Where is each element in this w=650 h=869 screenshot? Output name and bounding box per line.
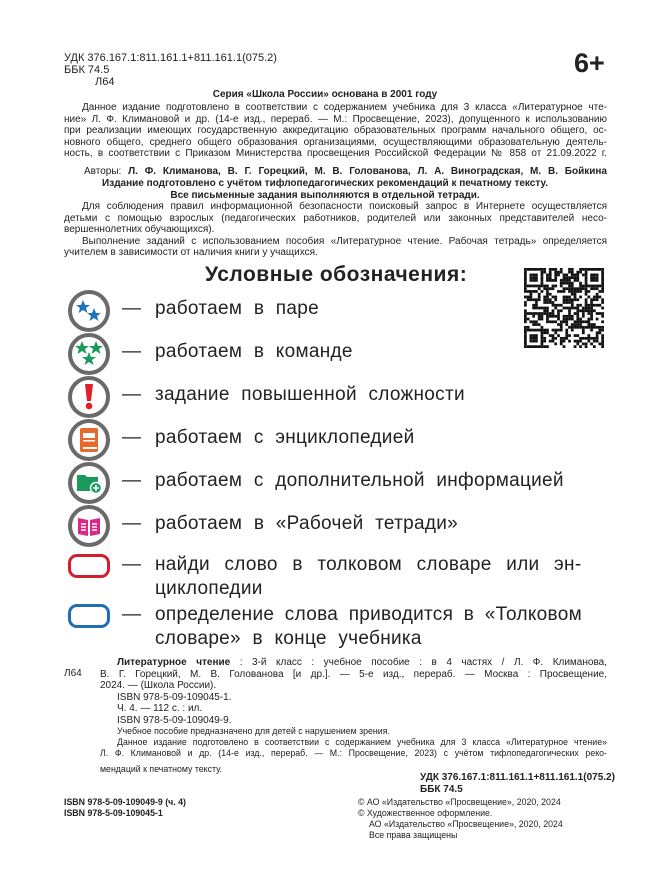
qr-module xyxy=(593,268,596,271)
biblio-code: Л64 xyxy=(64,668,82,679)
qr-module xyxy=(554,271,557,274)
legend-text: работаем в команде xyxy=(155,341,353,362)
qr-module xyxy=(530,279,533,282)
qr-module xyxy=(590,285,593,288)
qr-module xyxy=(585,274,588,277)
qr-module xyxy=(596,279,599,282)
notice-notebook: Все письменные задания выполняются в отдельной тетради. xyxy=(170,189,480,201)
qr-module xyxy=(541,271,544,274)
qr-module xyxy=(535,285,538,288)
qr-module xyxy=(576,279,579,282)
qr-module xyxy=(579,271,582,274)
qr-module xyxy=(601,274,604,277)
dash: — xyxy=(122,513,141,534)
qr-module xyxy=(549,276,552,279)
qr-module xyxy=(568,271,571,274)
qr-module xyxy=(543,285,546,288)
legend-text: работаем с энциклопедией xyxy=(155,427,415,448)
qr-module xyxy=(530,268,533,271)
rights-line: Все права защищены xyxy=(369,830,458,840)
qr-module xyxy=(530,274,533,277)
qr-module xyxy=(524,285,527,288)
qr-module xyxy=(571,268,574,271)
note-line: Данное издание подготовлено в соответствии с содержанием учебника для 3 класса «Литературное чтение» xyxy=(117,737,607,747)
note-line: Л. Ф. Климановой и др. (14-е изд., перераб. — М.: Просвещение, 2023) с учётом тифлопедагогических реко- xyxy=(100,748,607,758)
qr-module xyxy=(596,276,599,279)
text-line: Для соблюдения правил информационной безопасности поисковый запрос в Интернете осуществляется xyxy=(82,201,607,212)
qr-module xyxy=(582,274,585,277)
qr-module xyxy=(549,271,552,274)
biblio-udk: УДК 376.167.1:811.161.1+811.161.1(075.2) xyxy=(420,772,615,783)
qr-module xyxy=(563,276,566,279)
qr-module xyxy=(571,282,574,285)
qr-module xyxy=(582,285,585,288)
legend-text: работаем с дополнительной информацией xyxy=(155,470,564,491)
text-line: новного общего, среднего общего образования организациями, осуществляющими образовательную деятель- xyxy=(64,136,607,148)
qr-module xyxy=(601,271,604,274)
qr-module xyxy=(587,285,590,288)
qr-module xyxy=(557,271,560,274)
legend-item-workbook xyxy=(64,505,624,549)
notice-tiflo: Издание подготовлено с учётом тифлопедагогических рекомендаций к печатному тексту. xyxy=(102,178,548,189)
qr-module xyxy=(571,274,574,277)
text-line: ние» Л. Ф. Климановой и др. (14-е изд., перераб. — М.: Просвещение, 2023), допущенного к использованию xyxy=(64,113,607,125)
copyright-line: © Художественное оформление. xyxy=(358,808,493,818)
qr-module xyxy=(538,268,541,271)
biblio-line: 2024. — (Школа России). xyxy=(100,680,217,691)
qr-module xyxy=(552,279,555,282)
authors-names: Л. Ф. Климанова, В. Г. Горецкий, М. В. Голованова, Л. А. Виноградская, М. В. Бойкина xyxy=(128,166,607,177)
team-stars-icon xyxy=(68,333,110,375)
qr-module xyxy=(560,268,563,271)
qr-module xyxy=(596,274,599,277)
intro-paragraph xyxy=(64,102,607,160)
qr-module xyxy=(565,274,568,277)
legend-title: Условные обозначения: xyxy=(205,263,468,286)
qr-module xyxy=(571,285,574,288)
exclamation-icon xyxy=(68,376,110,418)
authors-line xyxy=(84,166,607,178)
legend-item-dictionary-definition xyxy=(64,604,624,652)
dash: — xyxy=(122,341,141,362)
dash: — xyxy=(122,427,141,448)
qr-module xyxy=(565,282,568,285)
legend-text: определение слова приводится в «Толковом xyxy=(155,604,582,625)
qr-module xyxy=(543,271,546,274)
qr-module xyxy=(585,276,588,279)
text-line: ность, в соответствии с Приказом Министерства просвещения Российской Федерации № 858 от 21.09.2022 г. xyxy=(64,148,607,159)
note-line: мендаций к печатному тексту. xyxy=(100,764,223,774)
qr-module xyxy=(532,285,535,288)
qr-module xyxy=(579,282,582,285)
qr-module xyxy=(563,274,566,277)
qr-module xyxy=(546,276,549,279)
qr-module xyxy=(527,285,530,288)
qr-module xyxy=(590,268,593,271)
qr-module xyxy=(560,279,563,282)
qr-module xyxy=(541,268,544,271)
qr-module xyxy=(582,268,585,271)
encyclopedia-icon xyxy=(68,419,110,461)
workbook-icon xyxy=(68,505,110,547)
authors-label: Авторы: xyxy=(84,166,122,177)
qr-module xyxy=(598,268,601,271)
qr-module xyxy=(601,285,604,288)
qr-module xyxy=(596,285,599,288)
qr-module xyxy=(585,268,588,271)
qr-module xyxy=(568,268,571,271)
dash: — xyxy=(122,298,141,319)
isbn-line: ISBN 978-5-09-109045-1. xyxy=(117,691,232,703)
qr-module xyxy=(593,279,596,282)
qr-module xyxy=(601,276,604,279)
qr-module xyxy=(524,271,527,274)
qr-module xyxy=(563,282,566,285)
text-line: учителем в зависимости от наличия книги у учащихся. xyxy=(64,247,318,258)
qr-module xyxy=(549,279,552,282)
qr-module xyxy=(568,285,571,288)
dash: — xyxy=(122,604,141,625)
qr-module xyxy=(546,274,549,277)
qr-module xyxy=(568,279,571,282)
qr-module xyxy=(560,271,563,274)
note-line: Учебное пособие предназначено для детей с нарушением зрения. xyxy=(117,726,390,736)
qr-module xyxy=(590,274,593,277)
legend-item-pair xyxy=(64,290,624,334)
qr-module xyxy=(532,279,535,282)
legend-text-continued: словаре» в конце учебника xyxy=(155,628,422,649)
text-line: Данное издание подготовлено в соответствии с содержанием учебника для 3 класса «Литературное чте- xyxy=(82,102,607,113)
qr-module xyxy=(560,285,563,288)
folder-plus-icon xyxy=(68,462,110,504)
qr-module xyxy=(587,268,590,271)
author-mark: Л64 xyxy=(95,76,115,88)
copyright-line: АО «Издательство «Просвещение», 2020, 2024 xyxy=(369,819,563,829)
qr-module xyxy=(541,285,544,288)
pair-stars-icon xyxy=(68,290,110,332)
biblio-line: В. Г. Горецкий, М. В. Голованова [и др.]. — 5-е изд., перераб. — Москва : Просвещение, xyxy=(100,668,607,680)
legend-item-extra-info xyxy=(64,462,624,506)
qr-module xyxy=(524,279,527,282)
text-line: Выполнение заданий с использованием пособия «Литературное чтение. Рабочая тетрадь» определяется xyxy=(82,235,607,247)
qr-module xyxy=(524,274,527,277)
qr-module xyxy=(549,274,552,277)
qr-module xyxy=(535,268,538,271)
legend-item-dictionary-search xyxy=(64,554,624,602)
qr-module xyxy=(590,279,593,282)
qr-module xyxy=(527,268,530,271)
udk-code: УДК 376.167.1:811.161.1+811.161.1(075.2) xyxy=(64,52,277,64)
qr-module xyxy=(552,268,555,271)
qr-module xyxy=(593,276,596,279)
qr-module xyxy=(568,282,571,285)
series-title: Серия «Школа России» основана в 2001 году xyxy=(212,89,438,100)
qr-module xyxy=(579,285,582,288)
red-frame-icon xyxy=(68,554,110,578)
text-line: детьми с помощью взрослых (педагогических работников, родителей или законных представителей несо- xyxy=(64,212,607,224)
qr-module xyxy=(541,279,544,282)
legend-item-encyclopedia xyxy=(64,419,624,463)
qr-module xyxy=(557,274,560,277)
qr-module xyxy=(585,279,588,282)
qr-module xyxy=(571,271,574,274)
dash: — xyxy=(122,470,141,491)
qr-module xyxy=(571,276,574,279)
text-line: при реализации имеющих государственную аккредитацию образовательных программ начального общего, ос- xyxy=(64,125,607,136)
qr-module xyxy=(530,285,533,288)
qr-module xyxy=(585,282,588,285)
qr-module xyxy=(535,276,538,279)
qr-module xyxy=(546,285,549,288)
part-line: Ч. 4. — 112 с. : ил. xyxy=(117,703,203,714)
qr-module xyxy=(538,285,541,288)
qr-module xyxy=(574,279,577,282)
biblio-bbk: ББК 74.5 xyxy=(420,783,463,795)
legend-text-continued: циклопедии xyxy=(155,578,263,599)
legend-text: работаем в паре xyxy=(155,298,319,319)
qr-module xyxy=(524,276,527,279)
qr-module xyxy=(601,279,604,282)
qr-module xyxy=(574,276,577,279)
legend-text: найди слово в толковом словаре или эн- xyxy=(155,554,582,575)
bbk-code: ББК 74.5 xyxy=(64,64,110,76)
qr-module xyxy=(541,282,544,285)
legend-text: задание повышенной сложности xyxy=(155,384,465,405)
qr-module xyxy=(532,276,535,279)
qr-module xyxy=(532,268,535,271)
qr-module xyxy=(590,276,593,279)
qr-module xyxy=(524,282,527,285)
qr-module xyxy=(576,274,579,277)
qr-module xyxy=(568,276,571,279)
qr-module xyxy=(554,279,557,282)
qr-module xyxy=(593,285,596,288)
qr-module xyxy=(532,274,535,277)
qr-module xyxy=(524,268,527,271)
age-rating: 6+ xyxy=(574,48,605,78)
qr-module xyxy=(576,271,579,274)
qr-module xyxy=(593,274,596,277)
dash: — xyxy=(122,554,141,575)
legend-item-team xyxy=(64,333,624,377)
qr-module xyxy=(541,274,544,277)
qr-module xyxy=(560,282,563,285)
qr-module xyxy=(554,268,557,271)
biblio-record xyxy=(100,657,607,777)
qr-module xyxy=(565,276,568,279)
qr-module xyxy=(563,279,566,282)
qr-module xyxy=(541,276,544,279)
qr-module xyxy=(546,279,549,282)
qr-module xyxy=(598,285,601,288)
copyright-line: © АО «Издательство «Просвещение», 2020, 2024 xyxy=(358,797,561,807)
qr-module xyxy=(601,268,604,271)
qr-module xyxy=(565,279,568,282)
qr-module xyxy=(579,268,582,271)
qr-module xyxy=(549,268,552,271)
qr-module xyxy=(576,276,579,279)
safety-paragraph xyxy=(64,201,607,259)
text-line: вершеннолетних обучающихся). xyxy=(64,224,215,235)
qr-module xyxy=(585,285,588,288)
qr-module xyxy=(596,268,599,271)
legend-item-difficult xyxy=(64,376,624,420)
isbn-part: ISBN 978-5-09-109049-9 (ч. 4) xyxy=(64,797,186,807)
qr-module xyxy=(530,276,533,279)
isbn-set: ISBN 978-5-09-109045-1 xyxy=(64,808,163,818)
qr-module xyxy=(554,285,557,288)
blue-frame-icon xyxy=(68,604,110,628)
qr-module xyxy=(554,274,557,277)
book-title: Литературное чтение xyxy=(117,657,231,668)
qr-module xyxy=(535,279,538,282)
copyright-block xyxy=(358,797,563,841)
qr-module xyxy=(601,282,604,285)
qr-module xyxy=(535,274,538,277)
qr-module xyxy=(554,276,557,279)
biblio-text: : 3-й класс : учебное пособие : в 4 частях / Л. Ф. Климанова, xyxy=(230,657,607,668)
qr-module xyxy=(543,268,546,271)
biblio-line xyxy=(100,657,607,669)
qr-module xyxy=(585,271,588,274)
qr-module xyxy=(574,274,577,277)
dash: — xyxy=(122,384,141,405)
qr-module xyxy=(552,285,555,288)
legend-text: работаем в «Рабочей тетради» xyxy=(155,513,458,534)
isbn-line: ISBN 978-5-09-109049-9. xyxy=(117,714,232,726)
